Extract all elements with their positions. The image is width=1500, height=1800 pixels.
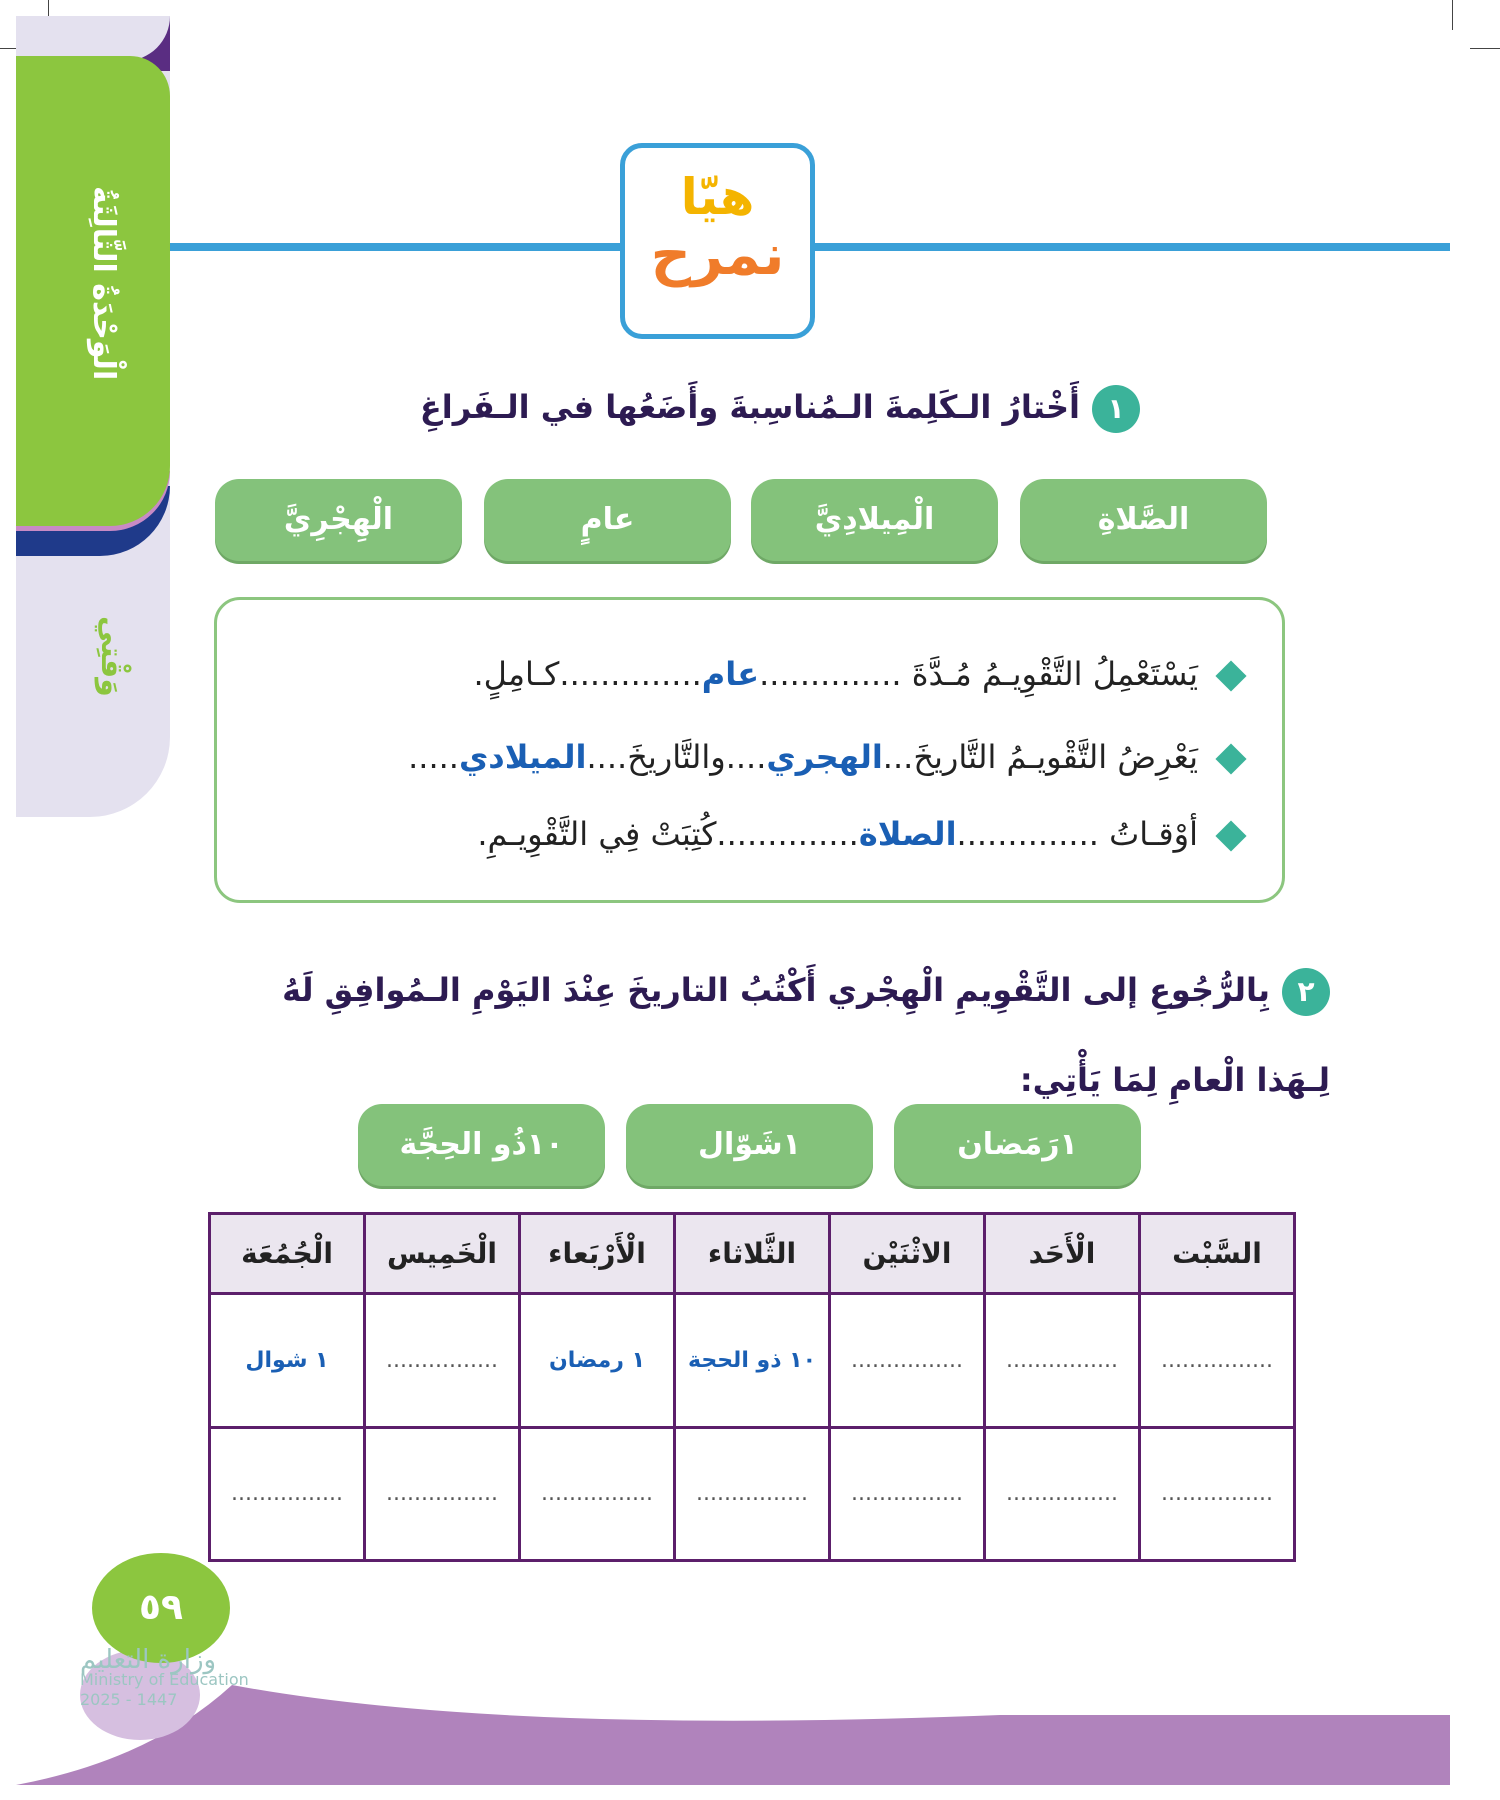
sentence-text: ..............كُتِبَتْ فِي التَّقْوِيـمِ. [477,815,859,853]
ministry-year: 2025 - 1447 [80,1690,178,1709]
crop-mark [1470,48,1500,49]
sentence-text: يَسْتَعْمِلُ التَّقْوِيـمُ مُـدَّةَ .............. [759,655,1198,693]
table-cell[interactable]: ................ [675,1427,830,1561]
date-option[interactable]: ١٠ذُو الحِجَّة [358,1104,605,1186]
date-option[interactable]: ١رَمَضان [894,1104,1141,1186]
date-option[interactable]: ١شَوّال [626,1104,873,1186]
sentence-3 [477,815,1242,853]
table-cell[interactable]: ١ شوال [210,1294,365,1428]
topic-title: وَقْتِي [94,616,129,697]
answer[interactable]: الصلاة [858,815,957,853]
ministry-name-en: Ministry of Education [80,1670,249,1689]
question-1-text: أَخْتارُ الـكَلِمةَ الـمُناسِبةَ وأَضَعُها في الـفَراغِ [419,388,1080,426]
header-cell: الاثْنَيْن [830,1214,985,1294]
header-cell: الْأَحَد [985,1214,1140,1294]
table-cell[interactable]: ................ [830,1427,985,1561]
word-option[interactable]: الصَّلاةِ [1020,479,1267,561]
table-cell[interactable]: ................ [1140,1427,1295,1561]
sentences-box [214,597,1285,903]
ministry-watermark [80,1645,249,1710]
sentence-text: ..... [408,738,459,776]
header-cell: الْأَرْبَعاء [520,1214,675,1294]
table-cell[interactable]: ................ [830,1294,985,1428]
question-number: ١ [1092,385,1140,433]
table-cell[interactable]: ................ [365,1427,520,1561]
week-table [208,1212,1296,1562]
header-cell: الْخَمِيس [365,1214,520,1294]
diamond-bullet-icon [1215,743,1246,774]
crop-mark [1452,0,1453,30]
question-number: ٢ [1282,968,1330,1016]
sentence-text: ..............كـامِلٍ. [473,655,702,693]
answer[interactable]: الميلادي [458,738,587,776]
table-cell[interactable]: ................ [210,1427,365,1561]
word-option[interactable]: الْمِيلادِيَّ [751,479,998,561]
diamond-bullet-icon [1215,820,1246,851]
sentence-text: أوْقـاتُ .............. [956,815,1198,853]
header-cell: السَّبْت [1140,1214,1295,1294]
answer[interactable]: الهجري [766,738,883,776]
question-2-text: بِالرُّجُوعِ إلى التَّقْوِيمِ الْهِجْري أَكْتُبُ التاريخَ عِنْدَ اليَوْمِ الـمُوافِقِ لَهُ لِـهَذا الْعامِ لِمَا يَأْتِي: [282,971,1330,1099]
lets-play-logo [620,143,815,339]
table-cell[interactable]: ................ [985,1427,1140,1561]
header-cell: الثَّلاثاء [675,1214,830,1294]
table-cell[interactable]: ١٠ ذو الحجة [675,1294,830,1428]
question-1-heading [420,385,1140,433]
word-option[interactable]: الْهِجْرِيَّ [215,479,462,561]
question-2-heading [215,945,1330,1125]
diamond-bullet-icon [1215,660,1246,691]
page-number: ٥٩ [92,1553,230,1663]
table-cell[interactable]: ................ [985,1294,1140,1428]
unit-title: الْوَحْدَةُ الثَّالِثَةُ [86,186,121,381]
unit-sidebar [16,16,170,817]
answer[interactable]: عام [701,655,760,693]
logo-line-2: نمرح [650,223,785,288]
table-row [210,1427,1295,1561]
ministry-name-ar: وزارة التعليم [80,1645,217,1675]
table-cell[interactable]: ١ رمضان [520,1294,675,1428]
table-row [210,1294,1295,1428]
header-cell: الْجُمُعَة [210,1214,365,1294]
sentence-text: ....والتَّاريخَ.... [586,738,767,776]
sentence-text: يَعْرِضُ التَّقْويـمُ التَّاريخَ... [882,738,1198,776]
word-option[interactable]: عامٍ [484,479,731,561]
sentence-1 [473,655,1242,693]
table-cell[interactable]: ................ [520,1427,675,1561]
table-cell[interactable]: ................ [365,1294,520,1428]
logo-line-1: هيّا [680,168,755,226]
table-header-row [210,1214,1295,1294]
sentence-2 [408,738,1242,776]
table-cell[interactable]: ................ [1140,1294,1295,1428]
